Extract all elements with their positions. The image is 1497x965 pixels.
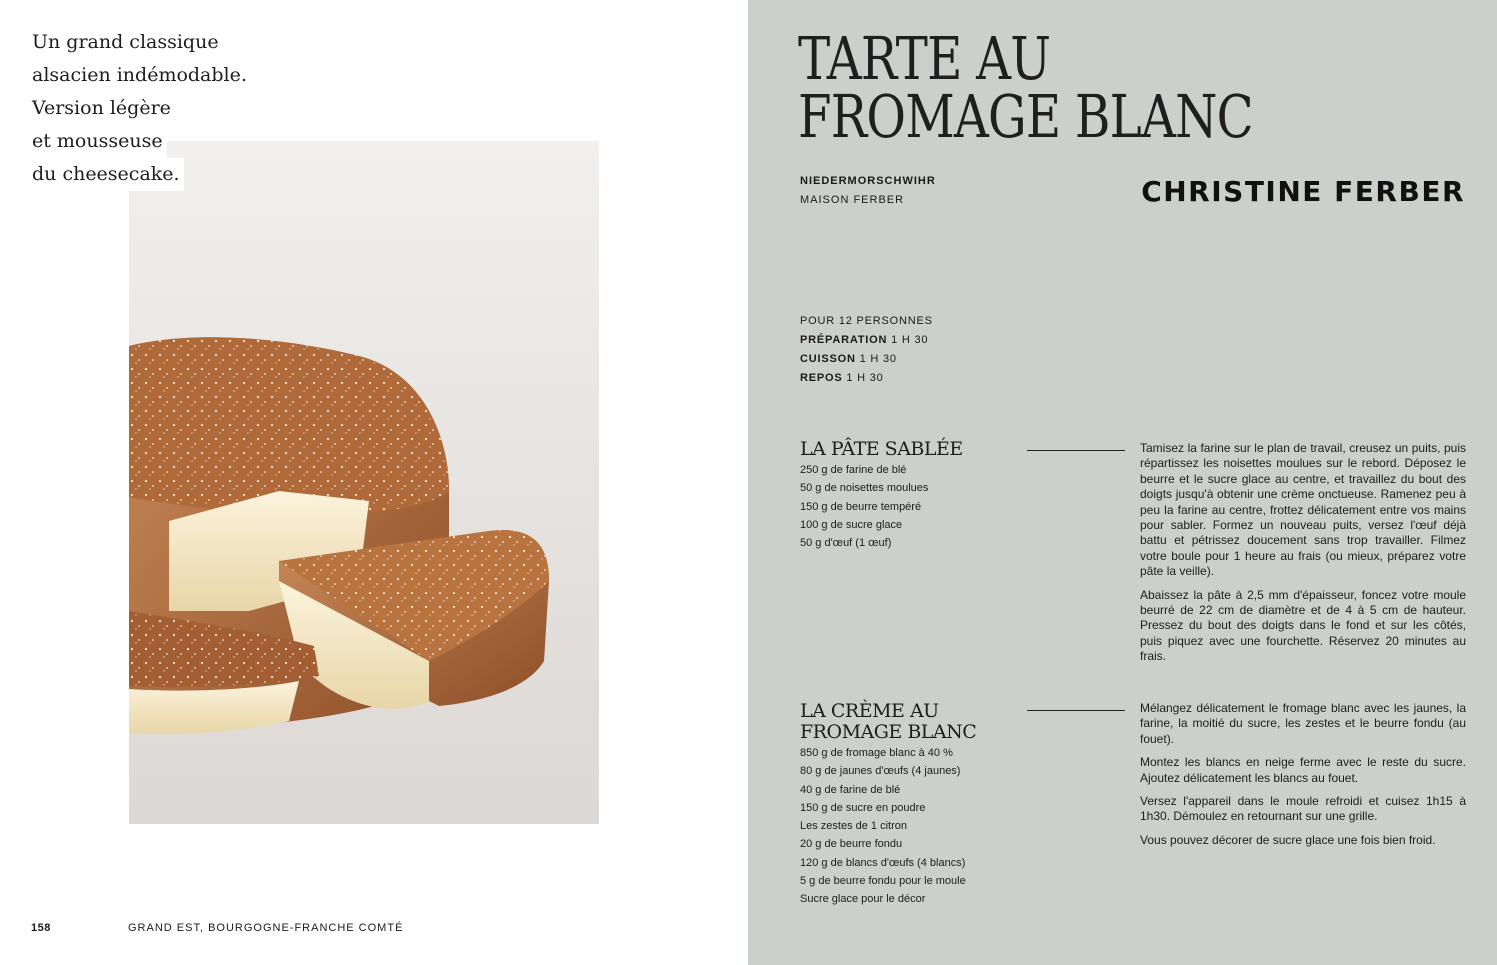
ingredient-item: 80 g de jaunes d'œufs (4 jaunes) <box>800 765 961 778</box>
time-label: PRÉPARATION <box>800 334 888 346</box>
ingredient-item: 40 g de farine de blé <box>800 783 901 796</box>
town-name: NIEDERMORSCHWIHR <box>800 175 936 187</box>
section-title-line: FROMAGE BLANC <box>800 721 977 743</box>
step-paragraph: Tamisez la farine sur le plan de travail, creusez un puits, puis répartissez les noisettes moulues sur le rebord. Déposez le beurre et le sucre glace au centre, et travaillez du bout des doigts jusqu'à obtenir une crème onctueuse. Ramenez peu à peu la farine au centre, frottez délicatement entre vos mains pour sabler. Formez un nouveau puits, versez l'œuf déjà battu et pétrissez doucement sans trop travailler. Filmez votre boule pour 1 heure au frais (ou mieux, préparez votre pâte la veille). <box>1140 441 1466 579</box>
region-running-footer: GRAND EST, BOURGOGNE-FRANCHE COMTÉ <box>128 922 404 934</box>
time-value: 1 H 30 <box>846 372 884 384</box>
section-divider <box>1027 450 1125 451</box>
ingredient-item: 50 g d'œuf (1 œuf) <box>800 537 892 550</box>
step-paragraph: Vous pouvez décorer de sucre glace une fois bien froid. <box>1140 832 1436 847</box>
intro-text <box>28 26 251 191</box>
time-value: 1 H 30 <box>891 334 929 346</box>
section-title-line: LA PÂTE SABLÉE <box>800 438 963 460</box>
page-number: 158 <box>31 922 51 934</box>
ingredient-list-pate-sablee <box>800 461 928 552</box>
time-label: REPOS <box>800 372 843 384</box>
intro-line: Un grand classique <box>28 26 223 59</box>
section-title-pate-sablee <box>800 439 963 460</box>
ingredient-item: 250 g de farine de blé <box>800 464 907 476</box>
ingredient-item: Les zestes de 1 citron <box>800 820 908 833</box>
title-line: TARTE AU <box>798 24 1051 93</box>
recipe-title <box>798 24 1253 151</box>
time-label: CUISSON <box>800 353 856 365</box>
step-paragraph: Montez les blancs en neige ferme avec le reste du sucre. Ajoutez délicatement les blancs au fouet. <box>1140 755 1466 785</box>
section-divider <box>1027 710 1125 711</box>
ingredient-item: 20 g de beurre fondu <box>800 838 903 851</box>
intro-line: Version légère <box>28 92 175 125</box>
step-paragraph: Abaissez la pâte à 2,5 mm d'épaisseur, foncez votre moule beurré de 22 cm de diamètre et de 4 à 5 cm de hauteur. Pressez du bout des doigts dans le fond et sur les côtés, puis piquez avec une fourchette. Réservez 20 minutes au frais. <box>1140 587 1466 664</box>
intro-line: alsacien indémodable. <box>28 59 251 92</box>
section-title-line: LA CRÈME AU <box>800 700 939 722</box>
step-paragraph: Versez l'appareil dans le moule refroidi et cuisez 1h15 à 1h30. Démoulez en retournant sur une grille. <box>1140 794 1466 824</box>
ingredient-list-creme-fromage-blanc <box>800 744 966 909</box>
ingredient-item: 150 g de sucre en poudre <box>800 801 926 814</box>
ingredient-item: 50 g de noisettes moulues <box>800 482 929 495</box>
house-name: MAISON FERBER <box>800 194 905 206</box>
ingredient-item: Sucre glace pour le décor <box>800 893 926 906</box>
ingredient-item: 5 g de beurre fondu pour le moule <box>800 875 966 888</box>
time-row <box>800 331 933 350</box>
intro-line: et mousseuse <box>28 125 167 158</box>
left-page <box>0 0 748 965</box>
ingredient-item: 120 g de blancs d'œufs (4 blancs) <box>800 856 966 869</box>
ingredient-item: 850 g de fromage blanc à 40 % <box>800 747 953 759</box>
step-paragraph: Mélangez délicatement le fromage blanc avec les jaunes, la farine, la moitié du sucre, les zestes et le beurre fondu (au fouet). <box>1140 701 1466 746</box>
ingredient-item: 100 g de sucre glace <box>800 518 903 531</box>
title-line: FROMAGE BLANC <box>798 82 1253 151</box>
chef-name: CHRISTINE FERBER <box>1141 175 1465 208</box>
time-row <box>800 369 933 388</box>
intro-line: du cheesecake. <box>28 158 184 191</box>
recipe-meta <box>800 312 933 388</box>
cheesecake-photo <box>129 141 599 824</box>
steps-creme-fromage-blanc <box>1140 701 1466 856</box>
time-row <box>800 350 933 369</box>
time-value: 1 H 30 <box>859 353 897 365</box>
ingredient-item: 150 g de beurre tempéré <box>800 500 922 513</box>
servings: POUR 12 PERSONNES <box>800 315 933 327</box>
steps-pate-sablee <box>1140 441 1466 673</box>
section-title-creme-fromage-blanc <box>800 701 976 743</box>
cheesecake-illustration <box>129 141 599 824</box>
